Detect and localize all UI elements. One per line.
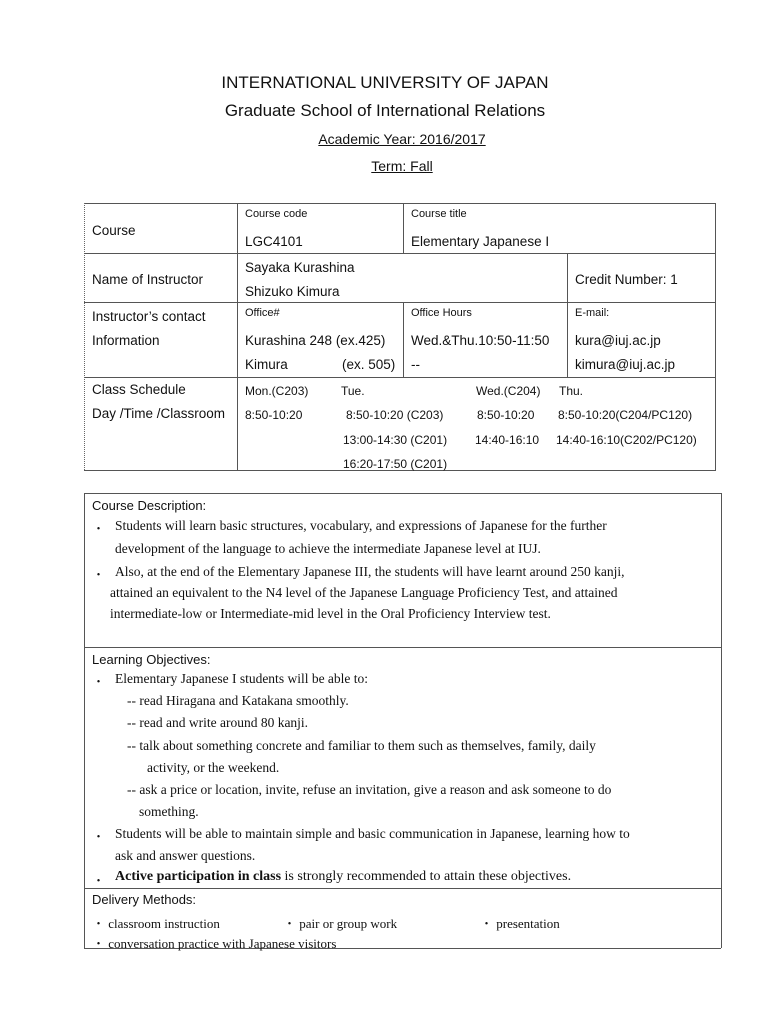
day-monday: Mon.(C203): [245, 384, 309, 398]
schedule-label: Class Schedule: [92, 382, 186, 397]
time-slot: 8:50-10:20: [245, 408, 303, 422]
active-participation-emphasis: Active participation in class: [115, 869, 282, 884]
email-kimura[interactable]: kimura@iuj.ac.jp: [575, 357, 675, 372]
time-slot: 13:00-14:30 (C201): [343, 433, 448, 447]
schedule-label-2: Day /Time /Classroom: [92, 406, 226, 421]
objective-item: activity, or the weekend.: [147, 760, 280, 775]
time-slot: 8:50-10:20(C204/PC120): [558, 408, 693, 422]
day-tuesday: Tue.: [341, 384, 365, 398]
bullet: ・: [92, 521, 106, 536]
office-hours-label: Office Hours: [411, 307, 472, 319]
day-thursday: Thu.: [559, 384, 584, 398]
delivery-method: ・ classroom instruction: [92, 916, 220, 931]
credit-number: Credit Number: 1: [575, 272, 678, 287]
email-kurashina[interactable]: kura@iuj.ac.jp: [575, 333, 661, 348]
objective-text: ask and answer questions.: [115, 848, 256, 863]
objective-text: [115, 869, 571, 885]
time-slot: 8:50-10:20 (C203): [346, 408, 444, 422]
objective-text-rest: is strongly recommended to attain these objectives.: [281, 869, 572, 884]
course-title-label: Course title: [411, 208, 467, 220]
objective-item: -- read and write around 80 kanji.: [127, 715, 309, 730]
contact-label: Instructor’s contact: [92, 309, 206, 324]
office-kimura-ext: (ex. 505): [342, 357, 396, 372]
objective-text: Students will be able to maintain simple and basic communication in Japanese, learning how to: [115, 826, 630, 841]
course-description-title: Course Description:: [92, 498, 207, 513]
delivery-methods-title: Delivery Methods:: [92, 892, 197, 907]
objective-item: -- ask a price or location, invite, refuse an invitation, give a reason and ask someone to do: [127, 782, 612, 797]
email-label: E-mail:: [575, 307, 610, 319]
objective-item: -- talk about something concrete and familiar to them such as themselves, family, daily: [127, 738, 596, 753]
description-text: development of the language to achieve the intermediate Japanese level at IUJ.: [115, 541, 541, 556]
time-slot: 14:40-16:10: [475, 433, 540, 447]
description-text: Students will learn basic structures, vocabulary, and expressions of Japanese for the further: [115, 518, 607, 533]
instructor-label: Name of Instructor: [92, 272, 204, 287]
office-kurashina: Kurashina 248 (ex.425): [245, 333, 386, 348]
delivery-method: ・ pair or group work: [283, 916, 398, 931]
office-hours-kurashina: Wed.&Thu.10:50-11:50: [411, 333, 550, 348]
course-label: Course: [92, 223, 136, 238]
course-code-label: Course code: [245, 208, 308, 220]
time-slot: 8:50-10:20: [477, 408, 535, 422]
contact-label-2: Information: [92, 333, 160, 348]
course-title: Elementary Japanese I: [411, 234, 550, 249]
university-name: INTERNATIONAL UNIVERSITY OF JAPAN: [221, 73, 549, 92]
bullet: ・: [92, 873, 106, 888]
delivery-method: ・ conversation practice with Japanese visitors: [92, 936, 337, 951]
delivery-method: ・ presentation: [480, 916, 560, 931]
instructor-name: Shizuko Kimura: [245, 284, 340, 299]
academic-year: Academic Year: 2016/2017: [318, 131, 486, 147]
objective-item: something.: [139, 804, 199, 819]
time-slot: 14:40-16:10(C202/PC120): [556, 433, 697, 447]
learning-objectives-title: Learning Objectives:: [92, 652, 211, 667]
description-text: attained an equivalent to the N4 level of the Japanese Language Proficiency Test, and attained: [110, 585, 618, 600]
time-slot: 16:20-17:50 (C201): [343, 457, 448, 471]
instructor-name: Sayaka Kurashina: [245, 260, 355, 275]
school-name: Graduate School of International Relations: [224, 101, 546, 120]
term: Term: Fall: [371, 158, 433, 174]
bullet: ・: [92, 674, 106, 689]
course-code: LGC4101: [245, 234, 303, 249]
office-kimura-name: Kimura: [245, 357, 288, 372]
bullet: ・: [92, 829, 106, 844]
description-text: intermediate-low or Intermediate-mid level in the Oral Proficiency Interview test.: [110, 606, 551, 621]
description-text: Also, at the end of the Elementary Japanese III, the students will have learnt around 250 kanji,: [115, 564, 625, 579]
office-label: Office#: [245, 307, 280, 319]
office-hours-kimura: --: [411, 357, 420, 372]
day-wednesday: Wed.(C204): [476, 384, 541, 398]
bullet: ・: [92, 567, 106, 582]
objective-intro: Elementary Japanese I students will be able to:: [115, 671, 369, 686]
objective-item: -- read Hiragana and Katakana smoothly.: [127, 693, 349, 708]
